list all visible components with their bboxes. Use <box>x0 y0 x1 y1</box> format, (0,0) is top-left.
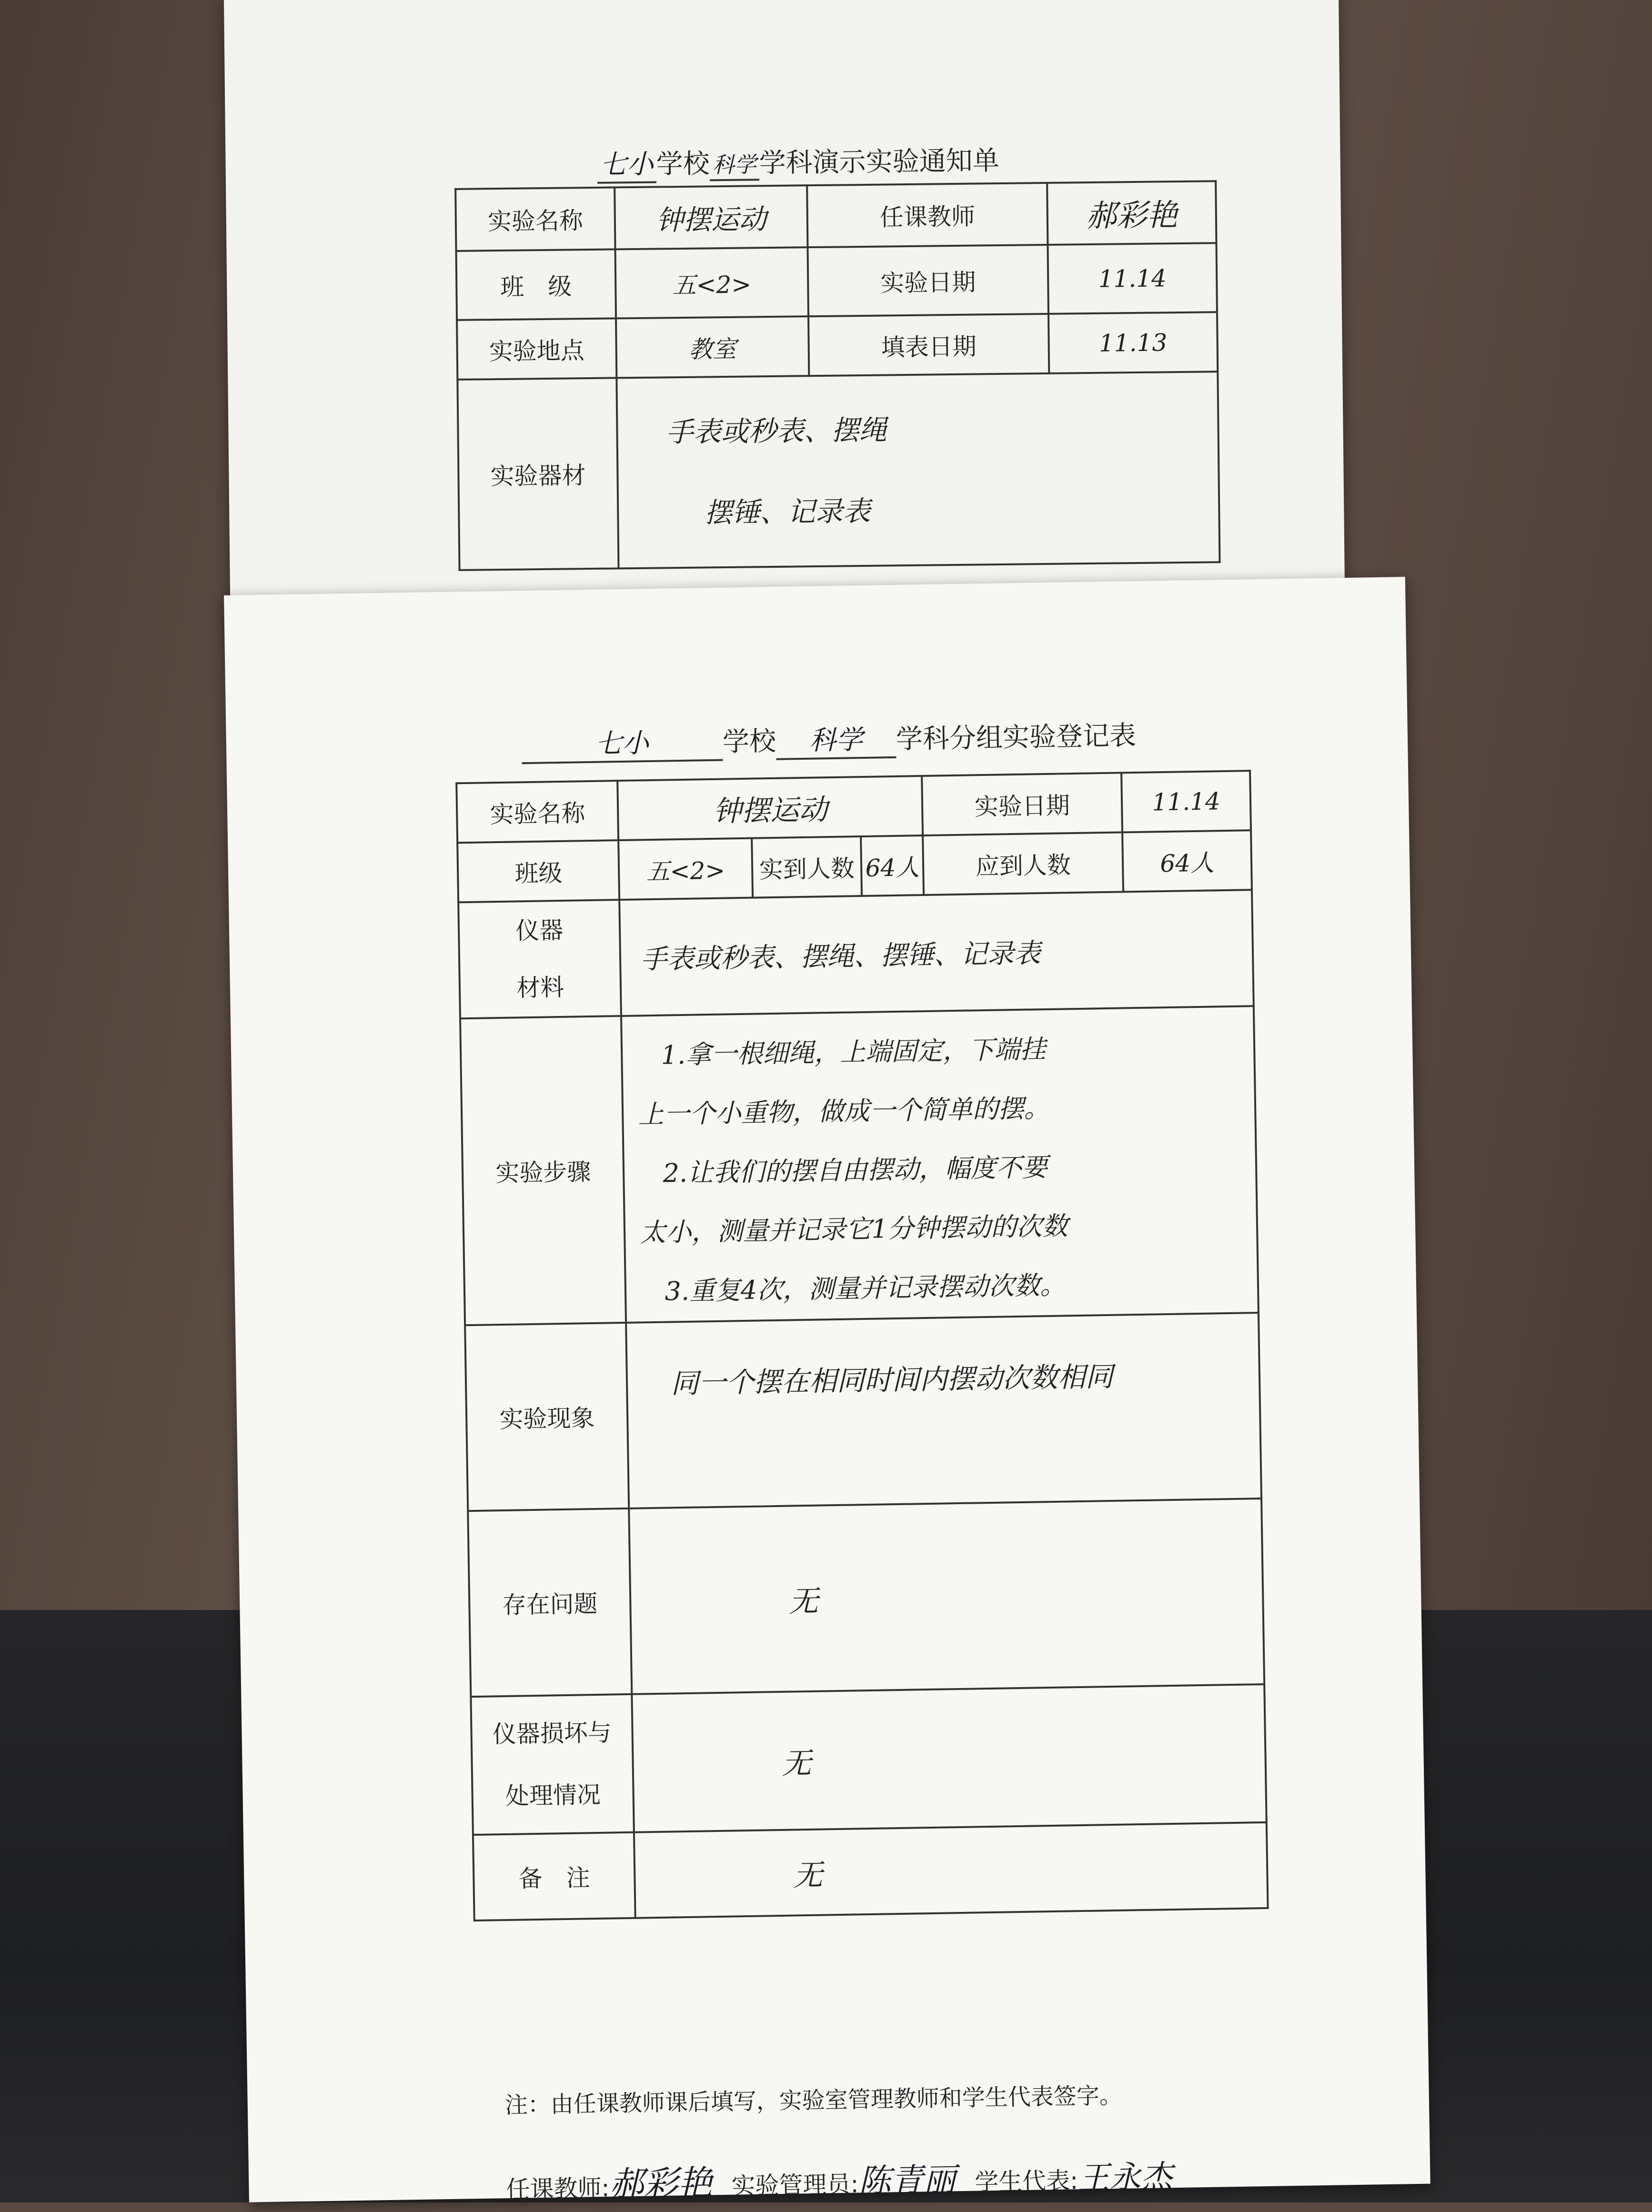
register-instruments-label-line2: 材料 <box>516 973 564 1002</box>
register-step-line: 1.拿一根细绳，上端固定，下端挂 <box>661 1034 1046 1070</box>
register-step-line: 上一个小重物，做成一个简单的摆。 <box>638 1093 1050 1130</box>
register-instruments-label-line1: 仪器 <box>515 916 564 945</box>
notice-equipment-value <box>616 372 1219 568</box>
register-expected-count-value: 64人 <box>1122 830 1252 892</box>
notice-name-value: 钟摆运动 <box>614 185 807 249</box>
register-damage-label <box>471 1694 634 1835</box>
teacher-signature: 郝彩艳 <box>609 2162 713 2204</box>
register-damage-value: 无 <box>632 1684 1267 1832</box>
register-instruments-label <box>458 900 621 1018</box>
teacher-sign-label: 任课教师: <box>506 2174 610 2204</box>
register-footnote: 注：由任课教师课后填写，实验室管理教师和学生代表签字。 <box>504 2082 1123 2119</box>
register-remarks-value: 无 <box>634 1822 1268 1918</box>
notice-exp-date-value: 11.14 <box>1048 243 1217 314</box>
notice-fill-date-label: 填表日期 <box>808 314 1049 376</box>
register-expected-count-label: 应到人数 <box>923 832 1123 895</box>
register-damage-label-line1: 仪器损坏与 <box>492 1719 612 1749</box>
notice-place-label: 实验地点 <box>457 318 616 379</box>
register-sheet <box>224 577 1430 2202</box>
notice-title-suffix: 学科演示实验通知单 <box>759 145 999 179</box>
register-table <box>455 770 1269 1921</box>
notice-equipment-line2: 摆锤、记录表 <box>704 494 871 529</box>
register-subject: 科学 <box>776 718 896 760</box>
register-signatures <box>506 2148 1173 2208</box>
notice-equipment-label: 实验器材 <box>457 378 618 570</box>
register-step-line: 3.重复4次，测量并记录摆动次数。 <box>664 1270 1066 1307</box>
notice-table <box>454 180 1220 571</box>
register-name-label: 实验名称 <box>456 781 618 843</box>
notice-class-label: 班 级 <box>456 249 616 320</box>
register-instruments-value: 手表或秒表、摆绳、摆锤、记录表 <box>620 890 1254 1016</box>
register-step-line: 太小，测量并记录它1分钟摆动的次数 <box>640 1211 1068 1248</box>
register-exp-date-label: 实验日期 <box>922 773 1122 835</box>
register-remarks-label: 备 注 <box>473 1832 635 1920</box>
register-phenomenon-value: 同一个摆在相同时间内摆动次数相同 <box>626 1313 1261 1508</box>
register-class-value: 五<2> <box>619 838 753 900</box>
register-name-value: 钟摆运动 <box>618 776 923 840</box>
student-sign-label: 学生代表: <box>974 2167 1078 2196</box>
notice-teacher-label: 任课教师 <box>807 183 1048 247</box>
notice-equipment-line1: 手表或秒表、摆绳 <box>665 413 887 449</box>
admin-sign-label: 实验管理员: <box>731 2170 859 2200</box>
notice-teacher-value: 郝彩艳 <box>1047 181 1216 245</box>
register-title <box>521 714 1136 764</box>
notice-title <box>597 140 999 184</box>
notice-subject: 科学 <box>709 147 759 181</box>
notice-class-value: 五<2> <box>615 247 808 318</box>
register-step-line: 2.让我们的摆自由摆动，幅度不要 <box>663 1152 1048 1188</box>
register-school-suffix: 学校 <box>722 725 776 758</box>
notice-school: 七小 <box>597 143 656 184</box>
register-steps-label: 实验步骤 <box>460 1016 626 1325</box>
register-title-suffix: 学科分组实验登记表 <box>896 720 1137 755</box>
register-steps-value <box>621 1006 1259 1323</box>
notice-sheet <box>224 0 1345 633</box>
student-signature: 王永杰 <box>1078 2158 1173 2197</box>
notice-exp-date-label: 实验日期 <box>808 245 1048 316</box>
notice-name-label: 实验名称 <box>455 187 615 251</box>
register-class-label: 班级 <box>457 840 619 902</box>
register-actual-count-value: 64人 <box>861 835 924 896</box>
notice-place-value: 教室 <box>616 316 809 378</box>
register-actual-count-label: 实到人数 <box>752 836 862 898</box>
notice-school-suffix: 学校 <box>656 148 710 180</box>
register-exp-date-value: 11.14 <box>1121 771 1251 832</box>
admin-signature: 陈青丽 <box>858 2161 956 2201</box>
register-school: 七小 <box>521 721 723 764</box>
register-damage-label-line2: 处理情况 <box>505 1780 601 1810</box>
register-phenomenon-label: 实验现象 <box>465 1323 629 1511</box>
notice-fill-date-value: 11.13 <box>1048 312 1218 373</box>
register-problems-label: 存在问题 <box>468 1508 632 1697</box>
register-problems-value: 无 <box>629 1498 1265 1694</box>
